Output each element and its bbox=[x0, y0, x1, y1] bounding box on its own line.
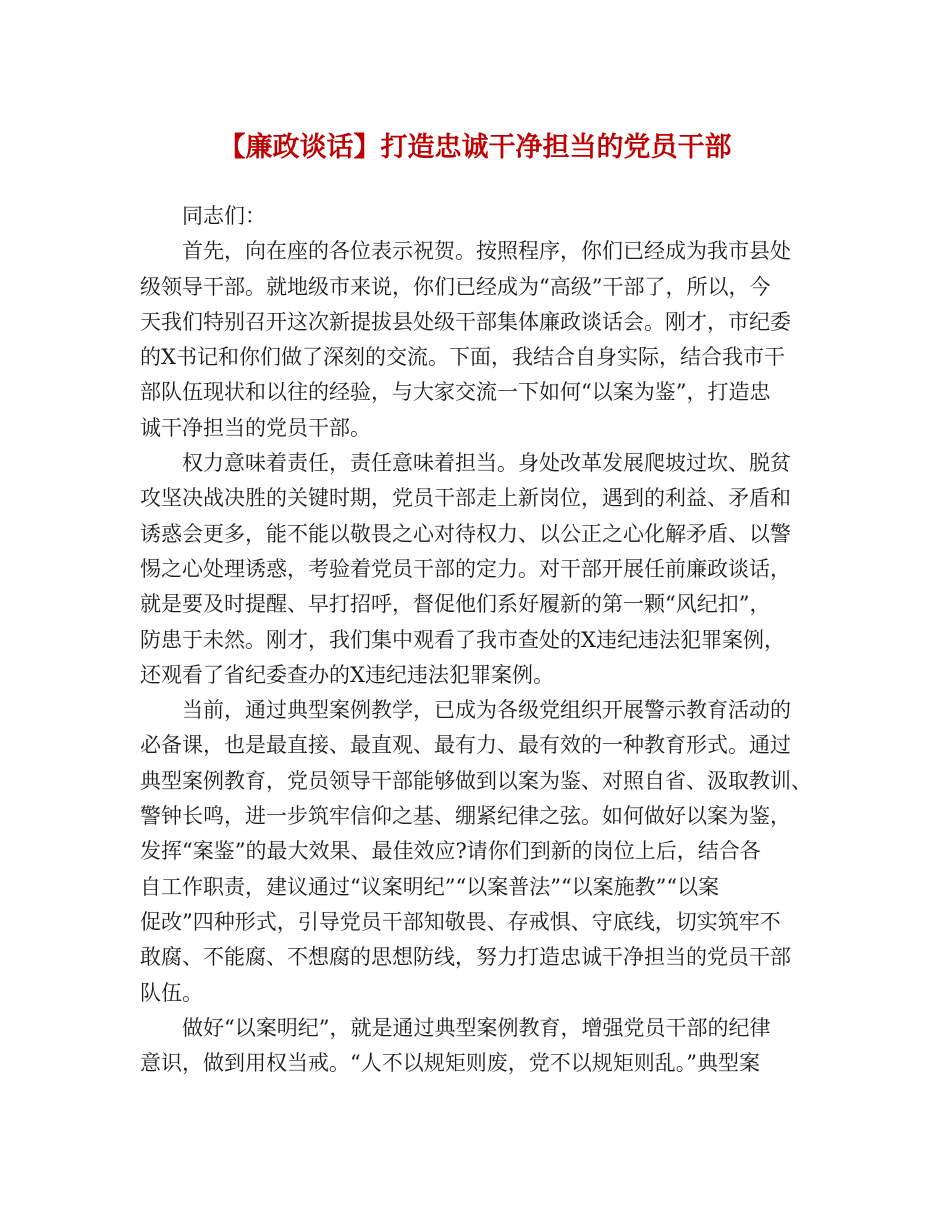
body-text-line: 同志们： bbox=[182, 204, 266, 228]
body-text-line: 必备课，也是最直接、最直观、最有力、最有效的一种教育形式。通过 bbox=[140, 733, 791, 758]
body-text-line: 就是要及时提醒、早打招呼，督促他们系好履新的第一颗“风纪扣”， bbox=[140, 592, 771, 617]
body-text-line: 级领导干部。就地级市来说，你们已经成为“高级”干部了，所以，今 bbox=[140, 274, 771, 299]
body-text-line: 当前，通过典型案例教学，已成为各级党组织开展警示教育活动的 bbox=[182, 698, 791, 723]
body-text-line: 自工作职责，建议通过“议案明纪”“以案普法”“以案施教”“以案 bbox=[140, 874, 720, 899]
document-title: 【廉政谈话】打造忠诚干净担当的党员干部 bbox=[218, 132, 732, 163]
body-text-line: 惕之心处理诱惑，考验着党员干部的定力。对干部开展任前廉政谈话， bbox=[140, 556, 791, 581]
body-text-line: 还观看了省纪委查办的X违纪违法犯罪案例。 bbox=[140, 662, 554, 687]
body-text-line: 攻坚决战决胜的关键时期，党员干部走上新岗位，遇到的利益、矛盾和 bbox=[140, 486, 791, 511]
body-text-line: 敢腐、不能腐、不想腐的思想防线，努力打造忠诚干净担当的党员干部 bbox=[140, 945, 791, 970]
body-text-line: 权力意味着责任，责任意味着担当。身处改革发展爬坡过坎、脱贫 bbox=[182, 451, 791, 476]
body-text-line: 典型案例教育，党员领导干部能够做到以案为鉴、对照自省、汲取教训、 bbox=[140, 768, 812, 793]
body-text-line: 意识，做到用权当戒。“人不以规矩则废，党不以规矩则乱。”典型案 bbox=[140, 1051, 760, 1076]
document-body bbox=[140, 199, 820, 1081]
body-text-line: 发挥“案鉴”的最大效果、最佳效应?请你们到新的岗位上后，结合各 bbox=[140, 839, 761, 864]
body-text-line: 防患于未然。刚才，我们集中观看了我市查处的X违纪违法犯罪案例， bbox=[140, 627, 785, 652]
body-text-line: 诚干净担当的党员干部。 bbox=[140, 415, 371, 440]
body-text-line: 警钟长鸣，进一步筑牢信仰之基、绷紧纪律之弦。如何做好以案为鉴， bbox=[140, 804, 791, 829]
body-text-line: 首先，向在座的各位表示祝贺。按照程序，你们已经成为我市县处 bbox=[182, 239, 791, 264]
body-text-line: 的X书记和你们做了深刻的交流。下面，我结合自身实际，结合我市干 bbox=[140, 345, 785, 370]
body-text-line: 部队伍现状和以往的经验，与大家交流一下如何“以案为鉴”，打造忠 bbox=[140, 380, 771, 405]
body-text-line: 天我们特别召开这次新提拔县处级干部集体廉政谈话会。刚才，市纪委 bbox=[140, 309, 791, 334]
body-text-line: 诱惑会更多，能不能以敬畏之心对待权力、以公正之心化解矛盾、以警 bbox=[140, 521, 791, 546]
body-text-line: 做好“以案明纪”，就是通过典型案例教育，增强党员干部的纪律 bbox=[182, 1015, 771, 1040]
body-text-line: 队伍。 bbox=[140, 980, 203, 1005]
body-text-line: 促改”四种形式，引导党员干部知敬畏、存戒惧、守底线，切实筑牢不 bbox=[140, 909, 781, 934]
